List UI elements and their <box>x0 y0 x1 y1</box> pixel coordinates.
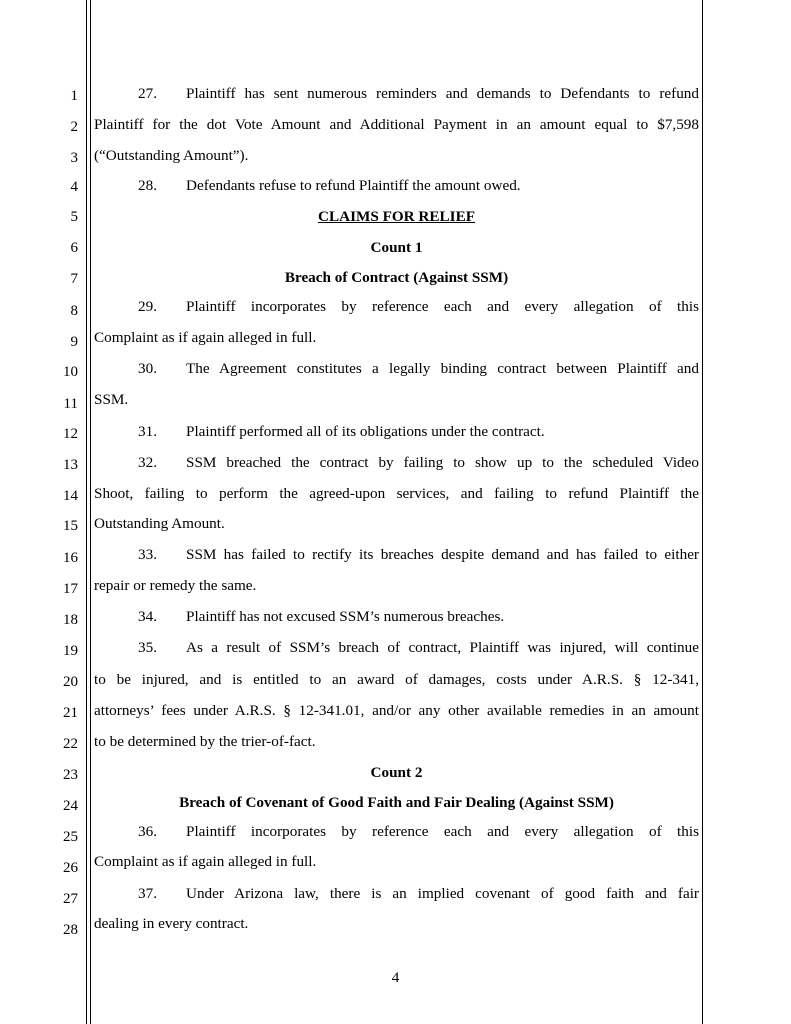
right-margin-rule <box>702 0 703 1024</box>
paragraph-number: 35. <box>138 639 157 656</box>
count-1-heading: Count 1 <box>370 239 423 256</box>
line-number: 15 <box>63 518 78 534</box>
line-number: 10 <box>63 364 78 380</box>
paragraph-35-line-1: 35. As a result of SSM’s breach of contract, Plaintiff was injured, will continue <box>138 639 699 656</box>
line-number: 6 <box>70 240 78 256</box>
line-number: 11 <box>63 396 78 412</box>
paragraph-31-line-1: 31. Plaintiff performed all of its obligations under the contract. <box>138 423 545 440</box>
paragraph-35-line-3: attorneys’ fees under A.R.S. § 12-341.01, and/or any other available remedies in an amount <box>94 702 699 719</box>
paragraph-37-line-1: 37. Under Arizona law, there is an implied covenant of good faith and fair <box>138 885 699 902</box>
line-number: 7 <box>70 271 78 287</box>
line-number: 21 <box>63 705 78 721</box>
paragraph-37-line-2: dealing in every contract. <box>94 915 249 932</box>
line-number: 13 <box>63 457 78 473</box>
count-2-heading: Count 2 <box>370 764 423 781</box>
line-number: 14 <box>63 488 78 504</box>
line-number: 5 <box>70 209 78 225</box>
paragraph-28-line-1: 28. Defendants refuse to refund Plaintiff the amount owed. <box>138 177 521 194</box>
line-number: 27 <box>63 891 78 907</box>
paragraph-32-line-1: 32. SSM breached the contract by failing to show up to the scheduled Video <box>138 454 699 471</box>
line-number: 17 <box>63 581 78 597</box>
line-number: 2 <box>70 119 78 135</box>
paragraph-36-line-1: 36. Plaintiff incorporates by reference each and every allegation of this <box>138 823 699 840</box>
line-number: 22 <box>63 736 78 752</box>
paragraph-36-line-2: Complaint as if again alleged in full. <box>94 853 317 870</box>
line-number: 4 <box>70 179 78 195</box>
paragraph-27-line-3: (“Outstanding Amount”). <box>94 147 249 164</box>
paragraph-32-line-3: Outstanding Amount. <box>94 515 225 532</box>
paragraph-30-line-1: 30. The Agreement constitutes a legally binding contract between Plaintiff and <box>138 360 699 377</box>
paragraph-number: 32. <box>138 454 157 471</box>
left-margin-rule-inner <box>90 0 91 1024</box>
line-number: 12 <box>63 426 78 442</box>
line-number: 23 <box>63 767 78 783</box>
line-number: 19 <box>63 643 78 659</box>
paragraph-32-line-2: Shoot, failing to perform the agreed-upon services, and failing to refund Plaintiff the <box>94 485 699 502</box>
paragraph-33-line-2: repair or remedy the same. <box>94 577 257 594</box>
paragraph-27-line-2: Plaintiff for the dot Vote Amount and Additional Payment in an amount equal to $7,598 <box>94 116 699 133</box>
line-number: 9 <box>70 334 78 350</box>
paragraph-30-line-2: SSM. <box>94 391 129 408</box>
paragraph-33-line-1: 33. SSM has failed to rectify its breaches despite demand and has failed to either <box>138 546 699 563</box>
line-number: 20 <box>63 674 78 690</box>
paragraph-number: 34. <box>138 608 157 625</box>
paragraph-number: 33. <box>138 546 157 563</box>
paragraph-number: 29. <box>138 298 157 315</box>
paragraph-number: 28. <box>138 177 157 194</box>
count-1-title: Breach of Contract (Against SSM) <box>284 269 509 286</box>
paragraph-number: 36. <box>138 823 157 840</box>
line-number: 26 <box>63 860 78 876</box>
paragraph-34-line-1: 34. Plaintiff has not excused SSM’s numerous breaches. <box>138 608 505 625</box>
line-number: 25 <box>63 829 78 845</box>
paragraph-number: 30. <box>138 360 157 377</box>
line-number: 16 <box>63 550 78 566</box>
paragraph-27-line-1: 27. Plaintiff has sent numerous reminders and demands to Defendants to refund <box>138 85 699 102</box>
paragraph-35-line-2: to be injured, and is entitled to an award of damages, costs under A.R.S. § 12-341, <box>94 671 699 688</box>
line-number: 18 <box>63 612 78 628</box>
claims-for-relief-heading: CLAIMS FOR RELIEF <box>318 208 475 225</box>
paragraph-number: 27. <box>138 85 157 102</box>
paragraph-number: 31. <box>138 423 157 440</box>
line-number: 24 <box>63 798 78 814</box>
page-number: 4 <box>391 969 400 986</box>
line-number: 28 <box>63 922 78 938</box>
count-2-title: Breach of Covenant of Good Faith and Fair Dealing (Against SSM) <box>179 794 614 811</box>
left-margin-rule-outer <box>86 0 87 1024</box>
line-number: 1 <box>70 88 78 104</box>
line-number: 8 <box>70 303 78 319</box>
paragraph-29-line-1: 29. Plaintiff incorporates by reference each and every allegation of this <box>138 298 699 315</box>
paragraph-number: 37. <box>138 885 157 902</box>
paragraph-35-line-4: to be determined by the trier-of-fact. <box>94 733 316 750</box>
paragraph-29-line-2: Complaint as if again alleged in full. <box>94 329 317 346</box>
line-number: 3 <box>70 150 78 166</box>
